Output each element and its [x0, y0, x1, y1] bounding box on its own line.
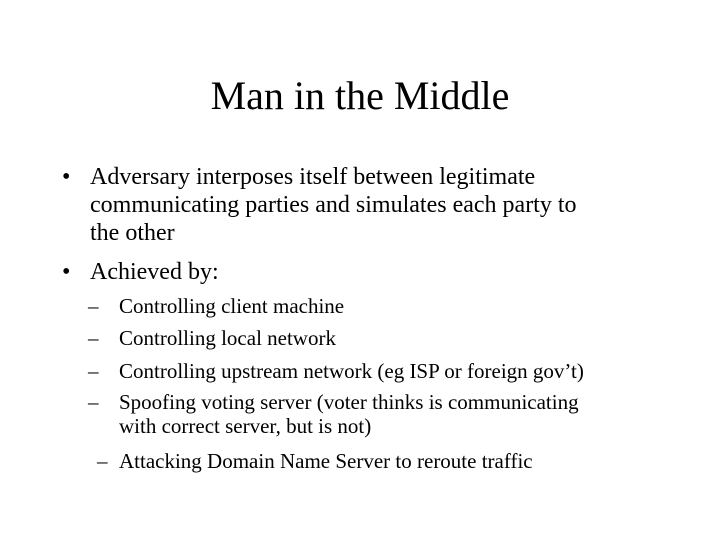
bullet-item [62, 163, 682, 249]
sub-bullet-line: with correct server, but is not) [119, 414, 372, 438]
sub-bullet-item [88, 326, 688, 352]
dash-marker: – [88, 359, 99, 383]
bullet-marker: • [62, 259, 71, 285]
dash-marker: – [88, 390, 99, 414]
dash-marker: – [97, 449, 108, 473]
bullet-line: Adversary interposes itself between legitimate [90, 164, 536, 190]
sub-bullet-item [88, 294, 688, 320]
sub-bullet-text [119, 449, 533, 473]
dash-marker: – [88, 326, 99, 350]
slide-title: Man in the Middle [210, 73, 510, 118]
sub-bullet-item [88, 449, 688, 475]
sub-bullet-text [119, 359, 584, 383]
bullet-text [90, 258, 219, 286]
bullet-line: communicating parties and simulates each party to [90, 192, 577, 218]
dash-marker: – [88, 294, 99, 318]
sub-bullet-text [119, 294, 344, 318]
sub-bullet-text [119, 390, 579, 438]
bullet-line: the other [90, 220, 175, 246]
sub-bullet-line: Controlling upstream network (eg ISP or foreign gov’t) [119, 359, 584, 383]
sub-bullet-item [88, 390, 688, 440]
sub-bullet-line: Spoofing voting server (voter thinks is communicating [119, 390, 579, 414]
bullet-marker: • [62, 164, 71, 190]
sub-bullet-text [119, 326, 336, 350]
sub-bullet-item [88, 359, 688, 385]
bullet-item [62, 258, 682, 288]
sub-bullet-line: Controlling client machine [119, 294, 345, 318]
sub-bullet-line: Attacking Domain Name Server to reroute traffic [119, 449, 533, 473]
bullet-line: Achieved by: [90, 259, 219, 285]
bullet-text [90, 163, 577, 247]
sub-bullet-line: Controlling local network [119, 326, 336, 350]
